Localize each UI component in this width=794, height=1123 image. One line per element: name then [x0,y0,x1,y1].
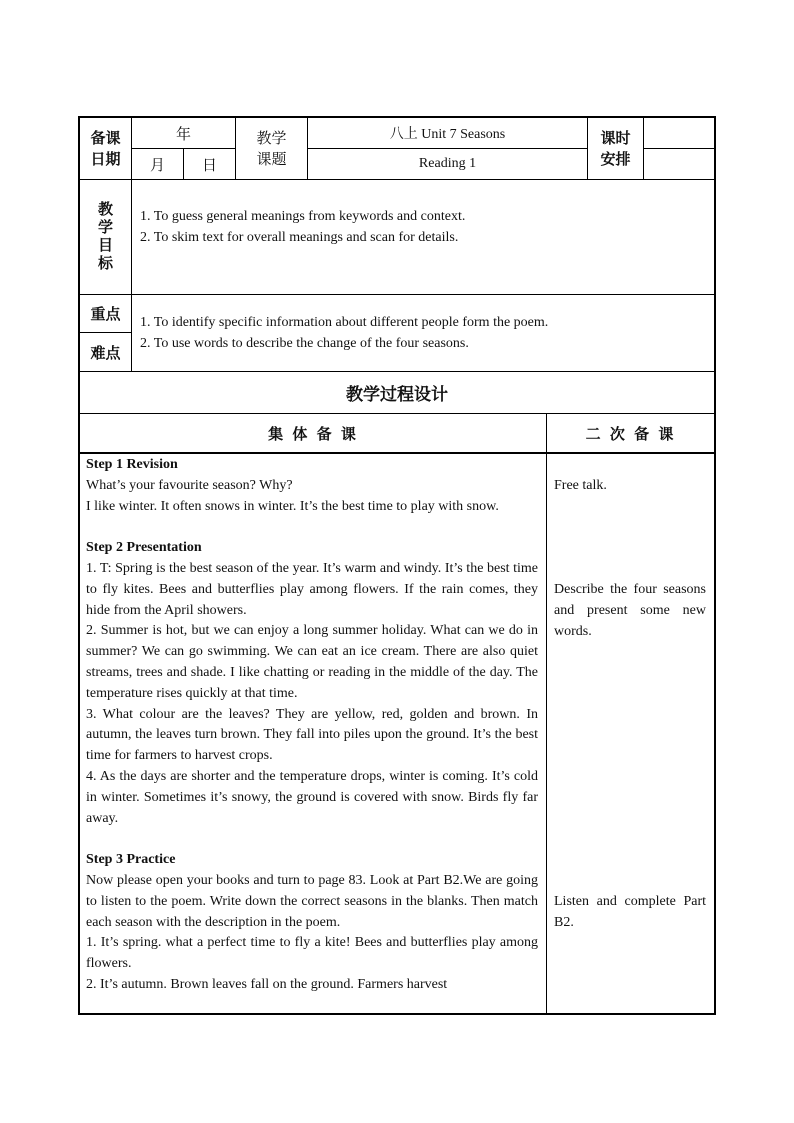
row-divider [79,179,715,180]
note-1: Free talk. [554,478,607,493]
year-label: 年 [175,124,191,143]
step-text: What’s your favourite season? Why? [86,477,293,493]
step-2-title: Step 2 Presentation [86,540,202,556]
note-2: Describe the four seasons and present some new words. [554,582,706,639]
step-text: 1. T: Spring is the best season of the year. It’s warm and windy. It’s the best time to fly kites. Bees and butterflies play among flowers. If the rain comes, they hide from the April showers. [86,560,538,618]
step-text: I like winter. It often snows in winter. It’s the best time to play with snow. [86,498,499,514]
objective-item: 1. To guess general meanings from keywords and context. [140,209,466,224]
step-text: Now please open your books and turn to page 83. Look at Part B2.We are going to listen to the poem. Write down the correct seasons in the blanks. Then match each season with the description in the poem. [86,872,538,930]
objectives-label: 教学目标 [96,201,114,273]
day-label: 日 [201,155,217,174]
row-divider [79,452,715,454]
step-text: 2. It’s autumn. Brown leaves fall on the ground. Farmers harvest [86,976,448,992]
collective-prep-header: 集 体 备 课 [268,424,358,443]
step-text: 1. It’s spring. what a perfect time to fly a kite! Bees and butterflies play among flowers. [86,935,538,972]
col-divider [546,413,547,1014]
topic-line-1: 八上 Unit 7 Seasons [389,127,506,142]
topic-label: 教学课题 [256,128,287,168]
step-1-title: Step 1 Revision [86,457,178,472]
period-divider [643,148,715,149]
objective-item: 2. To skim text for overall meanings and scan for details. [140,229,459,245]
topic-line-2: Reading 1 [418,156,477,171]
row-divider [79,294,715,295]
lesson-steps [86,455,538,996]
spacer [86,517,538,538]
month-label: 月 [149,155,165,174]
focus-list [140,313,710,355]
spacer [86,829,538,850]
step-text: 4. As the days are shorter and the temperature drops, winter is coming. It’s cold in winter. Sometimes it’s snowy, the ground is covered with snow. Birds fly far away. [86,768,538,826]
key-points-label: 重点 [90,305,121,323]
objectives-label-cell [80,180,131,294]
col-divider [643,117,644,179]
step-text: 2. Summer is hot, but we can enjoy a long summer holiday. What can we do in summer? We can go swimming. We can eat an ice cream. There are also quiet streams, trees and shade. I like chatting or reading in the middle of the day. The temperature rises quickly at that time. [86,623,538,701]
step-text: 3. What colour are the leaves? They are yellow, red, golden and brown. In autumn, the leaves turn brown. They fall into piles upon the ground. It’s the best time for farmers to harvest crops. [86,706,538,764]
prep-date-label: 备课日期 [90,128,121,168]
focus-item: 1. To identify specific information about different people form the poem. [140,315,549,330]
secondary-prep-header: 二 次 备 课 [585,424,676,443]
note-3: Listen and complete Part B2. [554,894,706,930]
step-3-title: Step 3 Practice [86,852,176,868]
objectives-list [140,207,710,249]
focus-item: 2. To use words to describe the change of the four seasons. [140,335,469,351]
difficult-points-label: 难点 [90,343,121,362]
period-label: 课时安排 [600,128,631,168]
process-title: 教学过程设计 [346,385,448,405]
